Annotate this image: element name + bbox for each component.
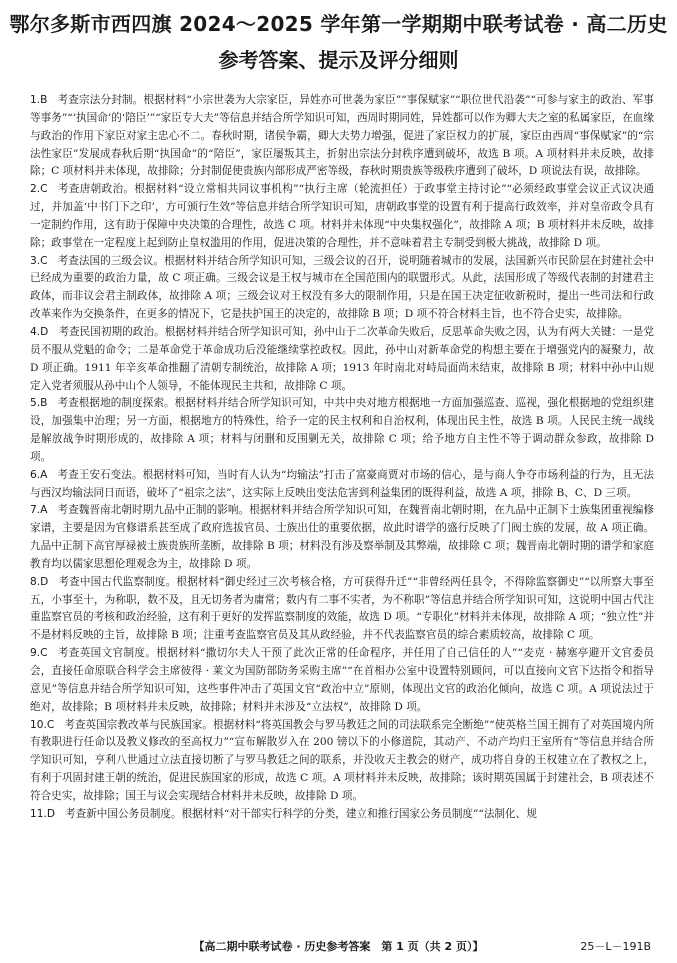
answer-list [30, 92, 654, 824]
question-number: 9. [30, 647, 41, 660]
footer-page-info: 【高二期中联考试卷 · 历史参考答案 第 1 页（共 2 页）】 [193, 940, 484, 953]
answer-item [30, 806, 654, 824]
answer-item [30, 92, 654, 181]
answer-choice: A [40, 504, 48, 517]
answer-explanation: 考查中国古代监察制度。根据材料“御史经过三次考核合格，方可获得升迁”“非曾经两任县令，不得除监察御史”“以所察大事至五，小事至十，为称职，数不及，且无切务者为庸常；数内有二事不实者，为不称职”等信息并结合所学知识可知，这说明中国古代注重监察官员的考核和政治经验，这有利于更好的发挥监察制度的效能，故选 D 项。“专职化”材料并未体现，故排除 A 项；“独立性”并不是材料反映的主旨，故排除 B 项；注重考查监察官员及其从政经验，并不代表监察官员的综合素质较高，故排除 C 项。 [30, 575, 654, 642]
answer-choice: A [40, 468, 48, 481]
answer-choice: B [40, 94, 48, 106]
question-number: 1. [30, 94, 41, 106]
answer-item [30, 574, 654, 645]
question-number: 2. [30, 183, 41, 196]
answer-item [30, 181, 654, 252]
answer-explanation: 考查法国的三级会议。根据材料并结合所学知识可知，三级会议的召开，说明随着城市的发展，法国新兴市民阶层在封建社会中已经成为重要的政治力量，故 C 项正确。三级会议是王权与城市在全国范围内的联盟形式。从此，法国形成了等级代表制的封建君主政体，而非议会君主制政体，故排除 A 项；三级会议对王权没有多大的限制作用，只是在国王决定征收新税时，提出一些司法和行政改革来作为交换条件，在更多的情况下，它是扶护国王的决定的，故排除 B 项；D 项不符合材料主旨，也不符合史实，故排除。 [30, 254, 654, 321]
answer-choice: C [40, 254, 48, 267]
answer-explanation: 考查英国文官制度。根据材料“撒切尔夫人干预了此次正常的任命程序，并任用了自己信任的人”“麦克 · 赫塞亭避开文官委员会，直接任命原联合科学会主席彼得 · 莱文为国防部防务采购主席”“在首相办公室中设置特别顾问，可以直接向文官下达指令和指导意见”等信息并结合所学知识可知，这些事件冲击了英国文官“政治中立”原则，体现出文官的政治化倾向，故选 C 项。A 项说法过于绝对，故排除；B 项材料并未反映，故排除；材料并未涉及“立法权”，故排除 D 项。 [30, 647, 654, 713]
answer-item [30, 253, 654, 324]
answer-explanation: 考查根据地的制度探索。根据材料并结合所学知识可知，中共中央对地方根据地一方面加强巡查、巡视，强化根据地的党组织建设，加强集中治理；另一方面，根据地方的特殊性，给予一定的民主权利和自治权利，体现出民主性，故选 B 项。人民民主统一战线是解放战争时期形成的，故排除 A 项；材料与闭删和反围剿无关，故排除 C 项；给予地方自主性不等于调动群众参政，故排除 D 项。 [30, 397, 654, 463]
answer-explanation: 考查宗法分封制。根据材料“小宗世袭为大宗家臣，异姓亦可世袭为家臣”“事保赋家”“职位世代沿袭”“可参与家主的政治、军事等事务”“‘执国命’的‘陪臣’”“家臣专大夫”等信息并结合所学知识可知，西周时期同姓，异姓都可以作为卿大夫之室的私属家臣，在血缘与政治的作用下家臣对家主忠心不二。春秋时期，诸侯争霸，卿大夫势力增强，促进了家臣权力的扩展，家臣由西周“事保赋家”的“宗法性家臣”发展成春秋后期“执国命”的“陪臣”，家臣屡叛其主，折射出宗法分封秩序遭到破坏，故选 B 项。A 项材料并未反映，故排除；C 项材料并未体现，故排除；分封制促使贵族内部形成严密等级，春秋时期贵族等级秩序遭到了破坏，D 项说法有误，故排除。 [30, 94, 654, 178]
answer-item [30, 645, 654, 716]
answer-item [30, 395, 654, 466]
question-number: 11. [30, 807, 47, 820]
question-number: 5. [30, 397, 41, 410]
answer-choice: D [40, 575, 49, 588]
answer-explanation: 考查魏晋南北朝时期九品中正制的影响。根据材料并结合所学知识可知，在魏晋南北朝时期，在九品中正制下士族集团重视编修家谱，主要是因为官修谱系甚至成了政府选拔官员、士族出仕的重要依据，故此时谱学的盛行反映了门阀士族的发展，故 A 项正确。九品中正制下高官厚禄被士族贵族所垄断，故排除 B 项；材料没有涉及察举制及其弊端，故排除 C 项；魏晋南北朝时期的谱学和家庭教育均以儒家思想伦理观念为主，故排除 D 项。 [30, 504, 654, 570]
answer-explanation: 考查新中国公务员制度。根据材料“对干部实行科学的分类，建立和推行国家公务员制度”“法制化、规 [65, 807, 537, 820]
answer-choice: C [46, 718, 55, 731]
answer-choice: C [40, 183, 48, 196]
answer-choice: C [40, 647, 48, 660]
question-number: 8. [30, 575, 41, 588]
question-number: 3. [30, 254, 41, 267]
answer-explanation: 考查王安石变法。根据材料可知，当时有人认为“均输法”打击了富豪商贾对市场的信心，是与商人争夺市场利益的行为，且无法与西汉均输法同日而语，破坏了“祖宗之法”，这实际上反映出变法危害到利益集团的既得利益，故选 A 项，排除 B、C、D 三项。 [30, 468, 654, 499]
page-title: 鄂尔多斯市西四旗 2024～2025 学年第一学期期中联考试卷 · 高二历史 [9, 12, 668, 36]
page-footer [0, 938, 677, 956]
answer-choice: B [40, 397, 48, 410]
answer-item [30, 467, 654, 503]
question-number: 7. [30, 504, 41, 517]
answer-explanation: 考查民国初期的政治。根据材料并结合所学知识可知，孙中山于二次革命失败后，反思革命失败之因，认为有两大关键：一是党员不服从党魁的命令；二是革命党于革命成功后没能继续掌控政权。因此，孙中山对新革命党的构想主要在于增强党内的凝聚力，故 D 项正确。1911 年辛亥革命推翻了清朝专制统治，故排除 A 项；1913 年时南北对峙局面尚未结束，故排除 B 项；材料中孙中山规定入党者须服从孙中山个人领导，不能体现民主共和，故排除 C 项。 [30, 325, 654, 392]
answer-item [30, 324, 654, 395]
page-subtitle: 参考答案、提示及评分细则 [218, 48, 459, 72]
answer-explanation: 考查唐朝政治。根据材料“设立常相共同议事机构”“执行主席（轮流担任）于政事堂主持讨论”“必须经政事堂会议正式议决通过，并加盖‘中书门下之印’，方可颁行生效”等信息并结合所学知识可知，唐朝政事堂的设置有利于提高行政效率，并对皇帝政令具有一定制约作用，这有助于保障中央决策的合理性，故选 C 项。材料并未体现“中央集权强化”，故排除 A 项；B 项材料并未反映，故排除；政事堂在一定程度上起到防止皇权滥用的作用，促进决策的合理性，并不意味着君主专制受到极大挑战，故排除 D 项。 [30, 183, 654, 249]
answer-item [30, 717, 654, 806]
answer-explanation: 考查英国宗教改革与民族国家。根据材料“将英国教会与罗马教廷之间的司法联系完全断绝”“使英格兰国王拥有了对英国境内所有教职进行任命以及教义修改的至高权力”“宣布解散岁入在 200 镑以下的小修道院，其动产、不动产均归王室所有”等信息并结合所学知识可知，亨利八世通过立法直接切断了与罗马教廷之间的联系，并没收天主教会的财产，成功将自身的王权建立在了教权之上，有利于巩固封建王朝的统治，促进民族国家的形成，故选 C 项。A 项材料并未反映，故排除；该时期英国属于封建社会，B 项表述不符合史实，故排除；国王与议会实现结合材料并未反映，故排除 D 项。 [30, 718, 654, 802]
answer-choice: D [46, 807, 56, 820]
question-number: 10. [30, 718, 47, 731]
answer-choice: D [40, 325, 49, 338]
question-number: 4. [30, 325, 41, 338]
answer-item [30, 502, 654, 573]
footer-paper-code: 25－L－191B [580, 940, 651, 953]
question-number: 6. [30, 468, 41, 481]
